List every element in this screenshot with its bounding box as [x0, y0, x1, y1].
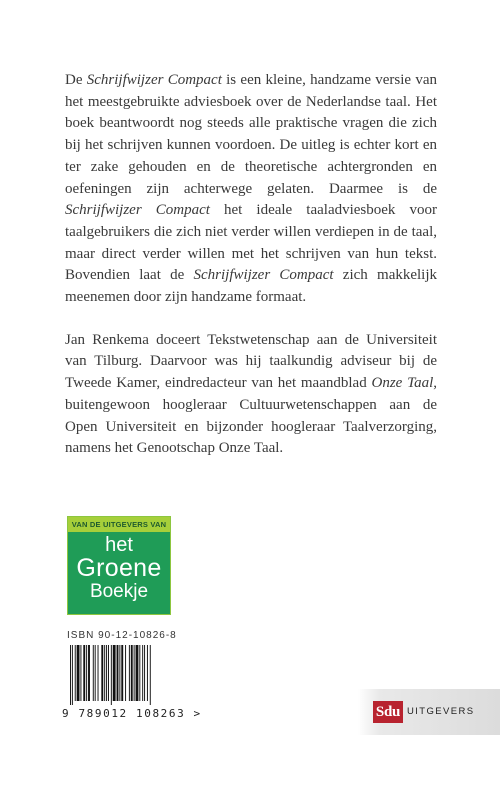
barcode-bar [106, 645, 107, 701]
barcode-bar [75, 645, 76, 701]
book-title: Schrijfwijzer Compact [86, 72, 222, 88]
barcode-bar [136, 645, 139, 701]
barcode-bar [83, 645, 85, 701]
book-title: Schrijfwijzer Compact [193, 267, 334, 284]
barcode-bar [147, 645, 148, 701]
barcode-digits: 9 789012 108263 > [62, 707, 202, 720]
logo-word-groene: Groene [76, 554, 162, 582]
barcode-bar [125, 645, 126, 701]
barcode-bar [101, 645, 103, 701]
barcode-bar [150, 645, 151, 705]
barcode-bar [129, 645, 130, 701]
barcode-bar [121, 645, 123, 701]
logo-banner-text: VAN DE UITGEVERS VAN [68, 517, 170, 532]
barcode-bar [98, 645, 99, 701]
book-title: Schrijfwijzer Compact [65, 202, 210, 219]
publisher-name: UITGEVERS [407, 706, 475, 717]
barcode-bar [95, 645, 96, 701]
barcode-bar [77, 645, 80, 701]
text-run: , buitengewoon hoogleraar Cultuurwetenschappen aan de Open Universiteit en bijzonder hoogleraar Taalverzorging, namens het Genootschap Onze Taal. [65, 375, 437, 457]
barcode-bar [108, 645, 109, 701]
text-run: het ideale taaladviesboek voor taalgebruikers die zich niet verder willen verdiepen in de taal, maar direct verder willen met het schrijven van hun tekst. Bovendien laat de [65, 202, 437, 284]
sdu-logo: Sdu [373, 701, 403, 723]
barcode-bar [131, 645, 133, 701]
barcode-bar [86, 645, 87, 701]
barcode-bar [134, 645, 135, 701]
barcode-bar [144, 645, 145, 701]
barcode-bar [93, 645, 94, 701]
barcode-bar [88, 645, 90, 701]
text-run: zich makkelijk meenemen door zijn handzame formaat. [65, 267, 438, 306]
barcode-bar [72, 645, 73, 705]
barcode-bar [117, 645, 119, 701]
barcode-bar [139, 645, 140, 701]
magazine-title: Onze Taal [371, 375, 434, 392]
barcode-bar [111, 645, 112, 705]
groene-boekje-logo [67, 516, 171, 615]
barcode-bar [80, 645, 81, 701]
text-run: is een kleine, handzame versie van het meestgebruikte adviesboek over de Nederlandse taal. Het boek beantwoordt nog steeds alle praktische vragen die zich bij het schrijven kunnen voordoen. De uitleg is echter kort en ter zake gehouden en de theoretische achtergronden en oefeningen zijn achterwege gelaten. Daarmee is de [65, 72, 437, 197]
text-run: Jan Renkema doceert Tekstwetenschap aan de Universiteit van Tilburg. Daarvoor was hij taalkundig adviseur bij de Tweede Kamer, eindredacteur van het maandblad [65, 331, 437, 392]
barcode-bar [119, 645, 120, 701]
author-paragraph [65, 330, 437, 460]
isbn-number: ISBN 90-12-10826-8 [67, 630, 177, 641]
text-run: De [65, 72, 87, 88]
barcode-bar [113, 645, 116, 701]
barcode-bar [104, 645, 105, 701]
barcode-bar [142, 645, 143, 701]
logo-word-boekje: Boekje [89, 581, 149, 602]
barcode-bar [70, 645, 71, 705]
description-paragraph [65, 70, 437, 309]
barcode-image [69, 645, 179, 705]
back-cover-text [65, 70, 437, 460]
logo-word-het: het [105, 534, 133, 556]
